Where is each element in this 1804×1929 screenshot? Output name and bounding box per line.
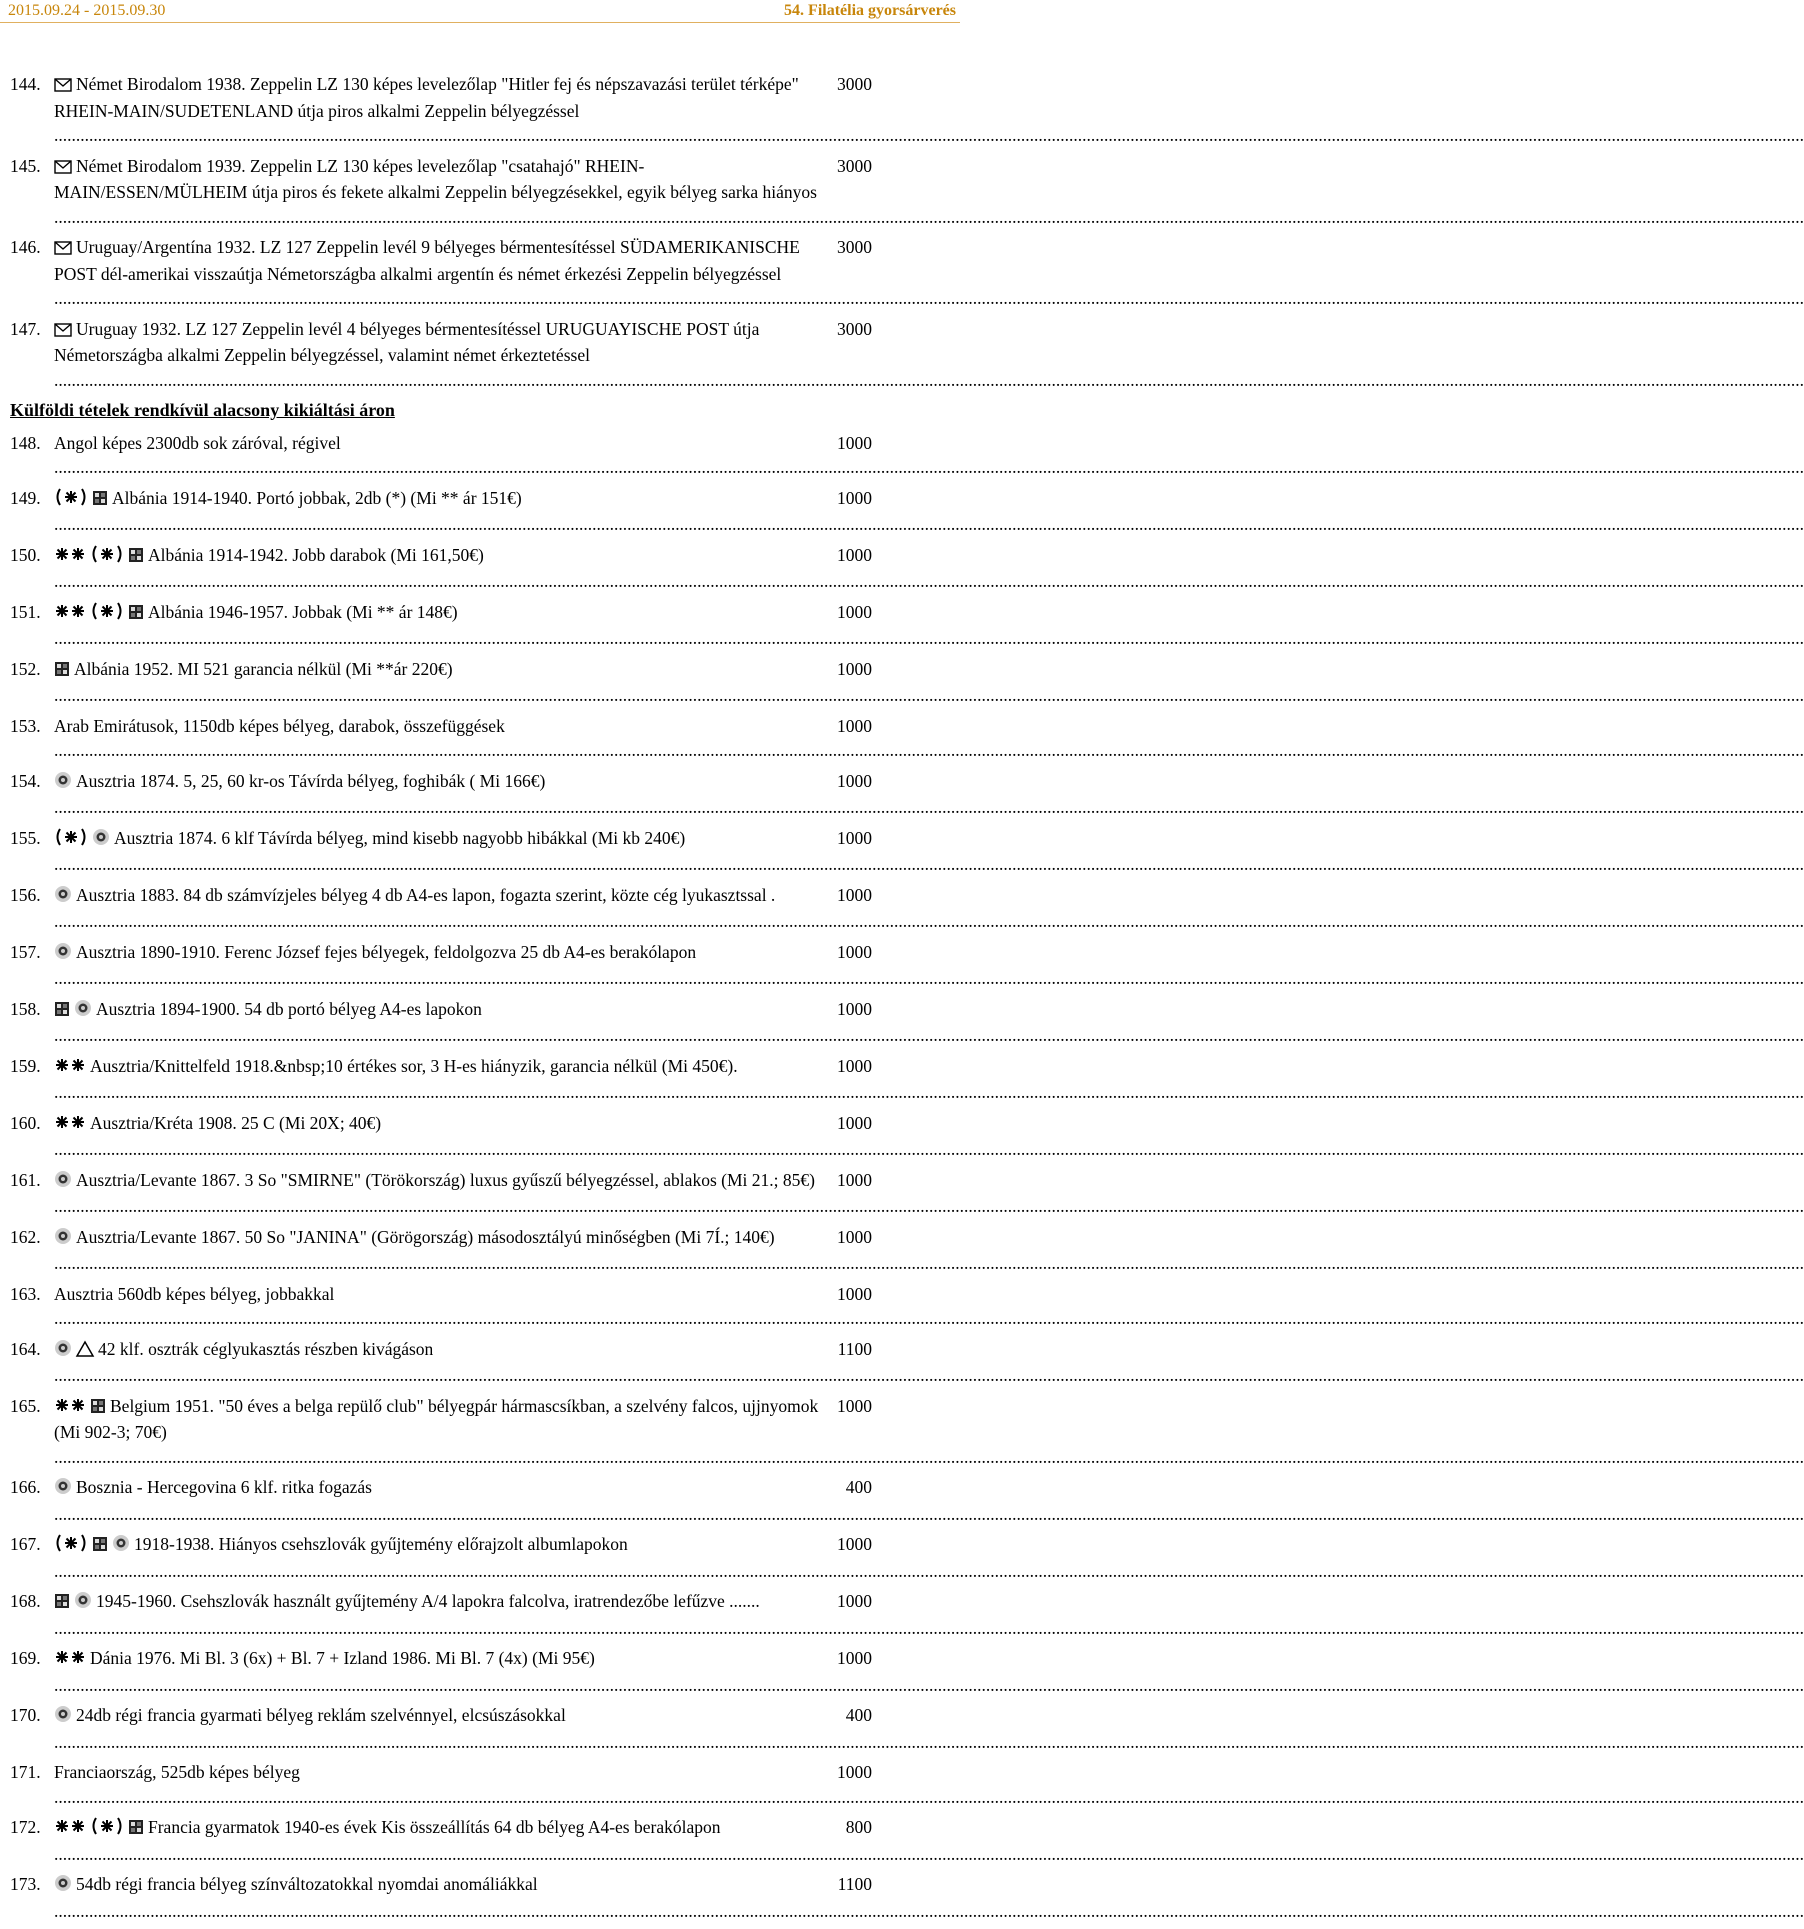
leader-dots: ................................................................................................................................................................................................................................................................................................................................................................................................................ xyxy=(54,369,1804,390)
lot-entry xyxy=(10,486,1804,537)
star2-icon xyxy=(54,1396,86,1421)
envelope-icon xyxy=(54,74,72,99)
lot-number: 163. xyxy=(10,1283,41,1304)
leader-dots: ................................................................................................................................................................................................................................................................................................................................................................................................................ xyxy=(54,628,1804,648)
stamp-icon xyxy=(74,1591,92,1616)
lot-description: Ausztria 1890-1910. Ferenc József fejes bélyegek, feldolgozva 25 db A4-es berakólapon xyxy=(76,941,697,962)
lot-entry xyxy=(10,1054,1804,1105)
lot-price: 1000 xyxy=(837,770,872,791)
lot-price: 1000 xyxy=(837,1055,872,1076)
lot-description: Ausztria/Levante 1867. 50 So "JANINA" (Görögország) másodosztályú minőségben (Mi 7Í.; 140€) xyxy=(76,1226,775,1247)
stamp-icon xyxy=(54,1705,72,1730)
lot-body xyxy=(54,883,1804,934)
lot-price: 1000 xyxy=(837,544,872,565)
lot-body xyxy=(54,486,1804,537)
lot-body xyxy=(54,317,1804,393)
stamp-icon xyxy=(54,1339,72,1364)
lot-description: 1918-1938. Hiányos csehszlovák gyűjtemény előrajzolt albumlapokon xyxy=(134,1534,628,1554)
block-icon xyxy=(90,1396,106,1421)
lot-description: Ausztria 560db képes bélyeg, jobbakkal xyxy=(54,1283,335,1304)
stamp-icon xyxy=(74,999,92,1024)
block-icon xyxy=(54,659,70,684)
lot-price: 400 xyxy=(845,1705,872,1725)
lot-number: 172. xyxy=(10,1817,41,1837)
leader-dots: ................................................................................................................................................................................................................................................................................................................................................................................................................ xyxy=(54,288,1804,308)
star2-icon xyxy=(54,1056,86,1081)
lot-number: 158. xyxy=(10,998,41,1019)
lot-number: 173. xyxy=(10,1874,41,1894)
lot-price: 3000 xyxy=(837,318,872,339)
lot-body xyxy=(54,154,1804,230)
lot-body xyxy=(54,1054,1804,1105)
lot-body xyxy=(54,714,1804,763)
lot-entry xyxy=(10,431,1804,480)
block-icon xyxy=(92,1534,108,1559)
lot-entry xyxy=(10,1168,1804,1219)
lot-entry xyxy=(10,1646,1804,1697)
lot-number: 156. xyxy=(10,884,41,905)
envelope-icon xyxy=(54,319,72,344)
lot-description: Albánia 1952. MI 521 garancia nélkül (Mi **ár 220€) xyxy=(74,658,453,679)
lot-description: Ausztria/Knittelfeld 1918.&nbsp;10 értékes sor, 3 H-es hiányzik, garancia nélkül (Mi 450€). xyxy=(90,1055,738,1076)
lot-price: 1000 xyxy=(837,941,872,962)
lot-description: Ausztria/Levante 1867. 3 So "SMIRNE" (Törökország) luxus gyűszű bélyegzéssel, ablakos (Mi 21.; 85€) xyxy=(76,1169,815,1190)
star-paren-icon xyxy=(54,828,88,853)
lot-number: 165. xyxy=(10,1395,41,1416)
leader-dots: ................................................................................................................................................................................................................................................................................................................................................................................................................ xyxy=(54,1082,1804,1102)
leader-dots: ................................................................................................................................................................................................................................................................................................................................................................................................................ xyxy=(54,1196,1804,1216)
stamp-icon xyxy=(54,1170,72,1195)
lot-body xyxy=(54,1111,1804,1162)
lot-number: 145. xyxy=(10,155,41,176)
lot-entry xyxy=(10,1394,1804,1470)
page-header xyxy=(0,0,960,22)
auction-dates: 2015.09.24 - 2015.09.30 xyxy=(8,2,166,19)
lot-body xyxy=(54,1394,1804,1470)
star2-icon xyxy=(54,1817,86,1842)
lot-number: 144. xyxy=(10,74,41,94)
lot-number: 164. xyxy=(10,1338,41,1359)
lot-entry xyxy=(10,1111,1804,1162)
lot-entry xyxy=(10,72,1804,148)
lot-number: 170. xyxy=(10,1705,41,1725)
lot-body xyxy=(54,1475,1804,1526)
star2-icon xyxy=(54,602,86,627)
lot-body xyxy=(54,235,1804,311)
lot-entry xyxy=(10,883,1804,934)
lot-description: Ausztria 1894-1900. 54 db portó bélyeg A4-es lapokon xyxy=(96,998,482,1019)
leader-dots: ................................................................................................................................................................................................................................................................................................................................................................................................................ xyxy=(54,1617,1804,1638)
leader-dots: ................................................................................................................................................................................................................................................................................................................................................................................................................ xyxy=(54,1786,1804,1807)
lot-number: 147. xyxy=(10,318,41,339)
lot-entry xyxy=(10,543,1804,594)
lot-group-foreign xyxy=(10,431,1804,1924)
lot-price: 1000 xyxy=(837,601,872,622)
block-icon xyxy=(54,999,70,1024)
leader-dots: ................................................................................................................................................................................................................................................................................................................................................................................................................ xyxy=(54,854,1804,874)
lot-entry xyxy=(10,1337,1804,1388)
lot-description: Ausztria/Kréta 1908. 25 C (Mi 20X; 40€) xyxy=(90,1112,382,1133)
lot-entry xyxy=(10,1872,1804,1923)
lot-price: 400 xyxy=(845,1477,872,1497)
lot-number: 148. xyxy=(10,432,41,453)
star-paren-icon xyxy=(54,488,88,513)
lot-description: 1945-1960. Csehszlovák használt gyűjtemény A/4 lapokra falcolva, iratrendezőbe lefűzve ....... xyxy=(96,1591,760,1611)
lot-body xyxy=(54,657,1804,708)
lot-entry xyxy=(10,317,1804,393)
lot-entry xyxy=(10,1475,1804,1526)
lot-price: 1000 xyxy=(837,658,872,679)
lot-entry xyxy=(10,826,1804,877)
envelope-icon xyxy=(54,156,72,181)
lot-entry xyxy=(10,235,1804,311)
lot-entry xyxy=(10,714,1804,763)
leader-dots: ................................................................................................................................................................................................................................................................................................................................................................................................................ xyxy=(54,514,1804,534)
lot-price: 3000 xyxy=(837,74,872,94)
lot-description: Uruguay 1932. LZ 127 Zeppelin levél 4 bélyeges bérmentesítéssel URUGUAYISCHE POST útja Németországba alkalmi Zeppelin bélyegzéssel, valamint német érkeztetéssel xyxy=(54,318,760,365)
leader-dots: ................................................................................................................................................................................................................................................................................................................................................................................................................ xyxy=(54,1025,1804,1045)
lot-description: Dánia 1976. Mi Bl. 3 (6x) + Bl. 7 + Izland 1986. Mi Bl. 7 (4x) (Mi 95€) xyxy=(90,1648,595,1668)
leader-dots: ................................................................................................................................................................................................................................................................................................................................................................................................................ xyxy=(54,1503,1804,1524)
lot-number: 159. xyxy=(10,1055,41,1076)
lot-description: Arab Emirátusok, 1150db képes bélyeg, darabok, összefüggések xyxy=(54,715,505,736)
lot-entry xyxy=(10,657,1804,708)
lot-entry xyxy=(10,1225,1804,1276)
lot-number: 151. xyxy=(10,601,41,622)
lot-price: 1100 xyxy=(837,1874,872,1894)
lot-number: 149. xyxy=(10,487,41,508)
leader-dots: ................................................................................................................................................................................................................................................................................................................................................................................................................ xyxy=(54,1843,1804,1864)
lot-entry xyxy=(10,940,1804,991)
leader-dots: ................................................................................................................................................................................................................................................................................................................................................................................................................ xyxy=(54,1731,1804,1752)
lot-price: 3000 xyxy=(837,237,872,257)
leader-dots: ................................................................................................................................................................................................................................................................................................................................................................................................................ xyxy=(54,1560,1804,1581)
lot-price: 1000 xyxy=(837,1283,872,1304)
stamp-icon xyxy=(54,1227,72,1252)
star2-icon xyxy=(54,545,86,570)
leader-dots: ................................................................................................................................................................................................................................................................................................................................................................................................................ xyxy=(54,1139,1804,1159)
lot-number: 150. xyxy=(10,544,41,565)
lot-number: 146. xyxy=(10,237,41,257)
lot-body xyxy=(54,600,1804,651)
leader-dots: ................................................................................................................................................................................................................................................................................................................................................................................................................ xyxy=(54,125,1804,145)
block-icon xyxy=(54,1591,70,1616)
lot-entry xyxy=(10,1589,1804,1640)
leader-dots: ................................................................................................................................................................................................................................................................................................................................................................................................................ xyxy=(54,1253,1804,1273)
lot-description: Német Birodalom 1939. Zeppelin LZ 130 képes levelezőlap "csatahajó" RHEIN-MAIN/ESSEN/MÜLHEIM útja piros és fekete alkalmi Zeppelin bélyegzésekkel, egyik bélyeg sarka hiányos xyxy=(54,155,817,202)
block-icon xyxy=(128,1817,144,1842)
lot-body xyxy=(54,1282,1804,1331)
lot-entry xyxy=(10,600,1804,651)
lot-body xyxy=(54,1760,1804,1809)
star-paren-icon xyxy=(90,1817,124,1842)
lot-number: 152. xyxy=(10,658,41,679)
stamp-icon xyxy=(54,885,72,910)
lot-list xyxy=(10,72,1804,1929)
lot-description: Ausztria 1874. 6 klf Távírda bélyeg, mind kisebb nagyobb hibákkal (Mi kb 240€) xyxy=(114,827,686,848)
lot-entry xyxy=(10,1815,1804,1866)
lot-price: 1000 xyxy=(837,1226,872,1247)
block-icon xyxy=(128,545,144,570)
lot-price: 1000 xyxy=(837,487,872,508)
lot-number: 169. xyxy=(10,1648,41,1668)
lot-description: Uruguay/Argentína 1932. LZ 127 Zeppelin levél 9 bélyeges bérmentesítéssel SÜDAMERIKANISCHE POST dél-amerikai visszaútja Németországba alkalmi argentín és német érkezési Zeppelin bélyegzéssel xyxy=(54,237,800,284)
lot-description: Albánia 1946-1957. Jobbak (Mi ** ár 148€) xyxy=(148,601,458,622)
header-rule xyxy=(0,22,960,23)
leader-dots: ................................................................................................................................................................................................................................................................................................................................................................................................................ xyxy=(54,457,1804,477)
lot-number: 157. xyxy=(10,941,41,962)
lot-body xyxy=(54,1646,1804,1697)
lot-body xyxy=(54,72,1804,148)
leader-dots: ................................................................................................................................................................................................................................................................................................................................................................................................................ xyxy=(54,740,1804,760)
lot-description: Angol képes 2300db sok záróval, régivel xyxy=(54,432,341,453)
lot-body xyxy=(54,769,1804,820)
lot-number: 154. xyxy=(10,770,41,791)
lot-description: Albánia 1914-1942. Jobb darabok (Mi 161,50€) xyxy=(148,544,484,565)
lot-body xyxy=(54,1589,1804,1640)
stamp-icon xyxy=(54,771,72,796)
lot-price: 1100 xyxy=(837,1338,872,1359)
lot-description: Franciaország, 525db képes bélyeg xyxy=(54,1762,300,1782)
lot-entry xyxy=(10,769,1804,820)
lot-entry xyxy=(10,1760,1804,1809)
leader-dots: ................................................................................................................................................................................................................................................................................................................................................................................................................ xyxy=(54,1308,1804,1328)
lot-body xyxy=(54,431,1804,480)
leader-dots: ................................................................................................................................................................................................................................................................................................................................................................................................................ xyxy=(54,797,1804,817)
stamp-icon xyxy=(54,1874,72,1899)
stamp-icon xyxy=(54,942,72,967)
lot-number: 153. xyxy=(10,715,41,736)
lot-entry xyxy=(10,154,1804,230)
leader-dots: ................................................................................................................................................................................................................................................................................................................................................................................................................ xyxy=(54,1674,1804,1695)
block-icon xyxy=(92,488,108,513)
lot-body xyxy=(54,1168,1804,1219)
lot-description: Ausztria 1874. 5, 25, 60 kr-os Távírda bélyeg, foghibák ( Mi 166€) xyxy=(76,770,546,791)
star-paren-icon xyxy=(54,1534,88,1559)
auction-title: 54. Filatélia gyorsárverés xyxy=(784,2,956,19)
lot-price: 1000 xyxy=(837,827,872,848)
leader-dots: ................................................................................................................................................................................................................................................................................................................................................................................................................ xyxy=(54,968,1804,988)
leader-dots: ................................................................................................................................................................................................................................................................................................................................................................................................................ xyxy=(54,1365,1804,1385)
lot-price: 3000 xyxy=(837,155,872,176)
lot-price: 1000 xyxy=(837,1534,872,1554)
lot-number: 160. xyxy=(10,1112,41,1133)
lot-body xyxy=(54,1225,1804,1276)
leader-dots: ................................................................................................................................................................................................................................................................................................................................................................................................................ xyxy=(54,1900,1804,1921)
lot-body xyxy=(54,1815,1804,1866)
lot-number: 155. xyxy=(10,827,41,848)
lot-entry xyxy=(10,1703,1804,1754)
lot-number: 166. xyxy=(10,1477,41,1497)
lot-description: Német Birodalom 1938. Zeppelin LZ 130 képes levelezőlap "Hitler fej és népszavazási terület térképe" RHEIN-MAIN/SUDETENLAND útja piros alkalmi Zeppelin bélyegzéssel xyxy=(54,74,799,121)
lot-description: 54db régi francia bélyeg színváltozatokkal nyomdai anomáliákkal xyxy=(76,1874,538,1894)
leader-dots: ................................................................................................................................................................................................................................................................................................................................................................................................................ xyxy=(54,911,1804,931)
lot-group-zeppelin xyxy=(10,72,1804,392)
star2-icon xyxy=(54,1113,86,1138)
lot-price: 1000 xyxy=(837,1648,872,1668)
triangle-icon xyxy=(76,1339,94,1364)
star-paren-icon xyxy=(90,545,124,570)
lot-entry xyxy=(10,997,1804,1048)
lot-entry xyxy=(10,1282,1804,1331)
lot-price: 1000 xyxy=(837,432,872,453)
leader-dots: ................................................................................................................................................................................................................................................................................................................................................................................................................ xyxy=(54,206,1804,227)
lot-entry xyxy=(10,1532,1804,1583)
lot-number: 167. xyxy=(10,1534,41,1554)
lot-description: Bosznia - Hercegovina 6 klf. ritka fogazás xyxy=(76,1477,372,1497)
lot-number: 161. xyxy=(10,1169,41,1190)
star2-icon xyxy=(54,1648,86,1673)
lot-body xyxy=(54,940,1804,991)
lot-description: 24db régi francia gyarmati bélyeg reklám szelvénnyel, elcsúszásokkal xyxy=(76,1705,566,1725)
lot-price: 1000 xyxy=(837,1591,872,1611)
lot-body xyxy=(54,1703,1804,1754)
lot-description: Belgium 1951. "50 éves a belga repülő club" bélyegpár hármascsíkban, a szelvény falcos, ujjnyomok (Mi 902-3; 70€) xyxy=(54,1395,819,1442)
lot-description: 42 klf. osztrák céglyukasztás részben kivágáson xyxy=(98,1338,434,1359)
lot-price: 800 xyxy=(845,1817,872,1837)
leader-dots: ................................................................................................................................................................................................................................................................................................................................................................................................................ xyxy=(54,571,1804,591)
lot-price: 1000 xyxy=(837,1169,872,1190)
lot-body xyxy=(54,543,1804,594)
section-title: Külföldi tételek rendkívül alacsony kikiáltási áron xyxy=(10,400,395,420)
lot-description: Ausztria 1883. 84 db számvízjeles bélyeg 4 db A4-es lapon, fogazta szerint, közte cég lyukasztssal . xyxy=(76,884,776,905)
stamp-icon xyxy=(112,1534,130,1559)
leader-dots: ................................................................................................................................................................................................................................................................................................................................................................................................................ xyxy=(54,1446,1804,1467)
star-paren-icon xyxy=(90,602,124,627)
lot-description: Albánia 1914-1940. Portó jobbak, 2db (*) (Mi ** ár 151€) xyxy=(112,487,522,508)
lot-body xyxy=(54,1532,1804,1583)
envelope-icon xyxy=(54,237,72,262)
lot-number: 168. xyxy=(10,1591,41,1611)
leader-dots: ................................................................................................................................................................................................................................................................................................................................................................................................................ xyxy=(54,685,1804,705)
lot-number: 162. xyxy=(10,1226,41,1247)
lot-body xyxy=(54,997,1804,1048)
block-icon xyxy=(128,602,144,627)
lot-price: 1000 xyxy=(837,1395,872,1416)
stamp-icon xyxy=(92,828,110,853)
lot-price: 1000 xyxy=(837,884,872,905)
lot-body xyxy=(54,1337,1804,1388)
lot-description: Francia gyarmatok 1940-es évek Kis összeállítás 64 db bélyeg A4-es berakólapon xyxy=(148,1817,721,1837)
lot-price: 1000 xyxy=(837,1112,872,1133)
lot-price: 1000 xyxy=(837,998,872,1019)
lot-body xyxy=(54,1872,1804,1923)
lot-price: 1000 xyxy=(837,1762,872,1782)
stamp-icon xyxy=(54,1477,72,1502)
lot-body xyxy=(54,826,1804,877)
lot-number: 171. xyxy=(10,1762,41,1782)
lot-price: 1000 xyxy=(837,715,872,736)
